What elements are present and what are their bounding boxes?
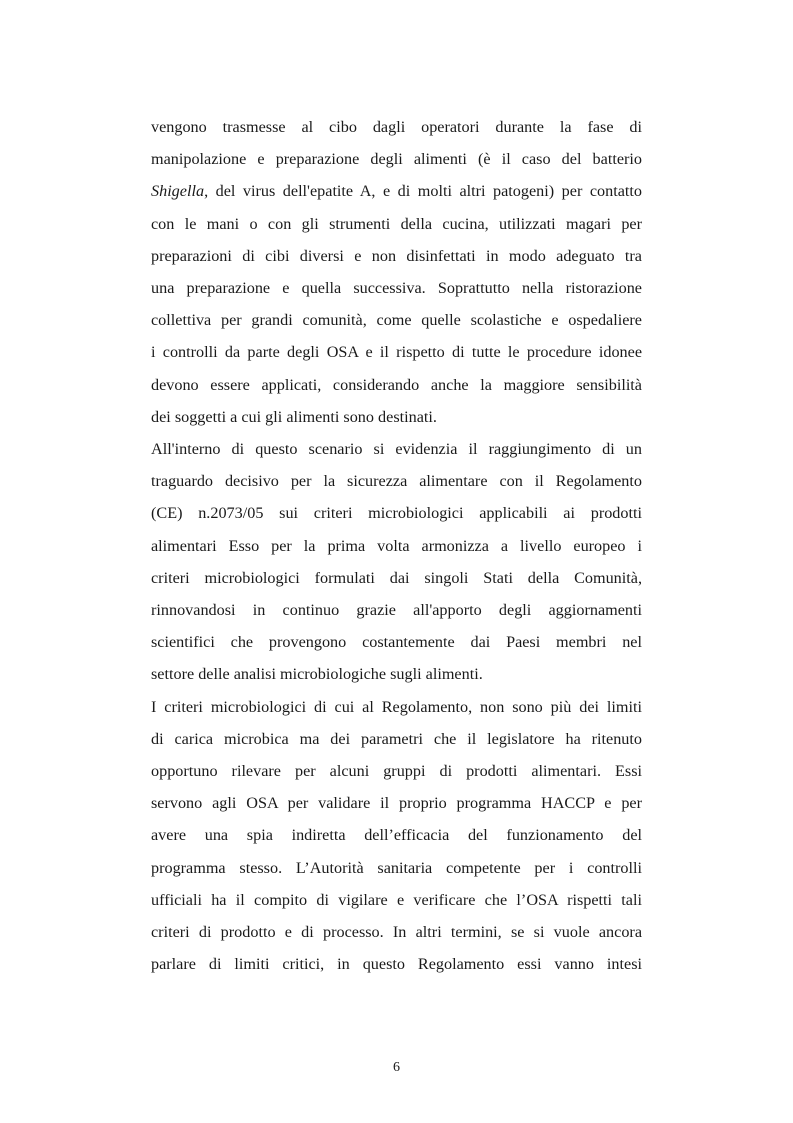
page-number: 6: [393, 1060, 400, 1075]
text-line: [151, 240, 642, 272]
text-segment: criteri di prodotto e di processo. In altri termini, se si vuole ancora: [151, 923, 642, 942]
text-segment: i controlli da parte degli OSA e il rispetto di tutte le procedure idonee: [151, 343, 642, 362]
text-line: [151, 787, 642, 819]
text-line: [151, 884, 642, 916]
text-line: [151, 433, 642, 465]
text-segment: settore delle analisi microbiologiche sugli alimenti.: [151, 665, 483, 684]
text-segment: avere una spia indiretta dell’efficacia del funzionamento del: [151, 826, 642, 845]
text-segment: servono agli OSA per validare il proprio programma HACCP e per: [151, 794, 642, 813]
text-line: [151, 658, 642, 690]
text-segment: collettiva per grandi comunità, come quelle scolastiche e ospedaliere: [151, 311, 642, 330]
paragraph: [151, 111, 642, 433]
text-line: [151, 143, 642, 175]
text-line: [151, 208, 642, 240]
body-text: [151, 111, 642, 980]
text-line: [151, 916, 642, 948]
paragraph: [151, 433, 642, 691]
text-segment: devono essere applicati, considerando anche la maggiore sensibilità: [151, 375, 642, 394]
text-segment: rinnovandosi in continuo grazie all'apporto degli aggiornamenti: [151, 601, 642, 620]
text-line: [151, 948, 642, 980]
text-line: [151, 562, 642, 594]
text-line: [151, 465, 642, 497]
text-segment: una preparazione e quella successiva. Soprattutto nella ristorazione: [151, 279, 642, 298]
text-segment: traguardo decisivo per la sicurezza alimentare con il Regolamento: [151, 472, 642, 491]
text-segment: preparazioni di cibi diversi e non disinfettati in modo adeguato tra: [151, 246, 642, 265]
text-segment: (CE) n.2073/05 sui criteri microbiologici applicabili ai prodotti: [151, 504, 642, 523]
text-line: [151, 336, 642, 368]
text-line: [151, 723, 642, 755]
text-segment: opportuno rilevare per alcuni gruppi di prodotti alimentari. Essi: [151, 762, 642, 781]
italic-term: Shigella: [151, 182, 205, 201]
text-segment: All'interno di questo scenario si evidenzia il raggiungimento di un: [151, 440, 642, 459]
text-segment: manipolazione e preparazione degli alimenti (è il caso del batterio: [151, 150, 642, 169]
text-line: [151, 530, 642, 562]
text-segment: scientifici che provengono costantemente dai Paesi membri nel: [151, 633, 642, 652]
text-segment: I criteri microbiologici di cui al Regolamento, non sono più dei limiti: [151, 697, 642, 716]
text-line: [151, 272, 642, 304]
text-segment: programma stesso. L’Autorità sanitaria competente per i controlli: [151, 858, 642, 877]
text-segment: di carica microbica ma dei parametri che il legislatore ha ritenuto: [151, 729, 642, 748]
text-line: [151, 175, 642, 207]
text-line: [151, 401, 642, 433]
text-line: [151, 626, 642, 658]
text-segment: ufficiali ha il compito di vigilare e verificare che l’OSA rispetti tali: [151, 890, 642, 909]
text-line: [151, 691, 642, 723]
text-segment: parlare di limiti critici, in questo Regolamento essi vanno intesi: [151, 955, 642, 974]
text-line: [151, 369, 642, 401]
text-line: [151, 304, 642, 336]
text-line: [151, 497, 642, 529]
text-segment: con le mani o con gli strumenti della cucina, utilizzati magari per: [151, 214, 642, 233]
text-line: [151, 594, 642, 626]
text-segment: criteri microbiologici formulati dai singoli Stati della Comunità,: [151, 568, 642, 587]
text-line: [151, 111, 642, 143]
text-segment: dei soggetti a cui gli alimenti sono destinati.: [151, 407, 437, 426]
text-segment: vengono trasmesse al cibo dagli operatori durante la fase di: [151, 118, 642, 136]
text-segment: alimentari Esso per la prima volta armonizza a livello europeo i: [151, 536, 642, 555]
text-line: [151, 819, 642, 851]
text-line: [151, 852, 642, 884]
paragraph: [151, 691, 642, 981]
text-segment: , del virus dell'epatite A, e di molti altri patogeni) per contatto: [204, 182, 642, 201]
text-line: [151, 755, 642, 787]
